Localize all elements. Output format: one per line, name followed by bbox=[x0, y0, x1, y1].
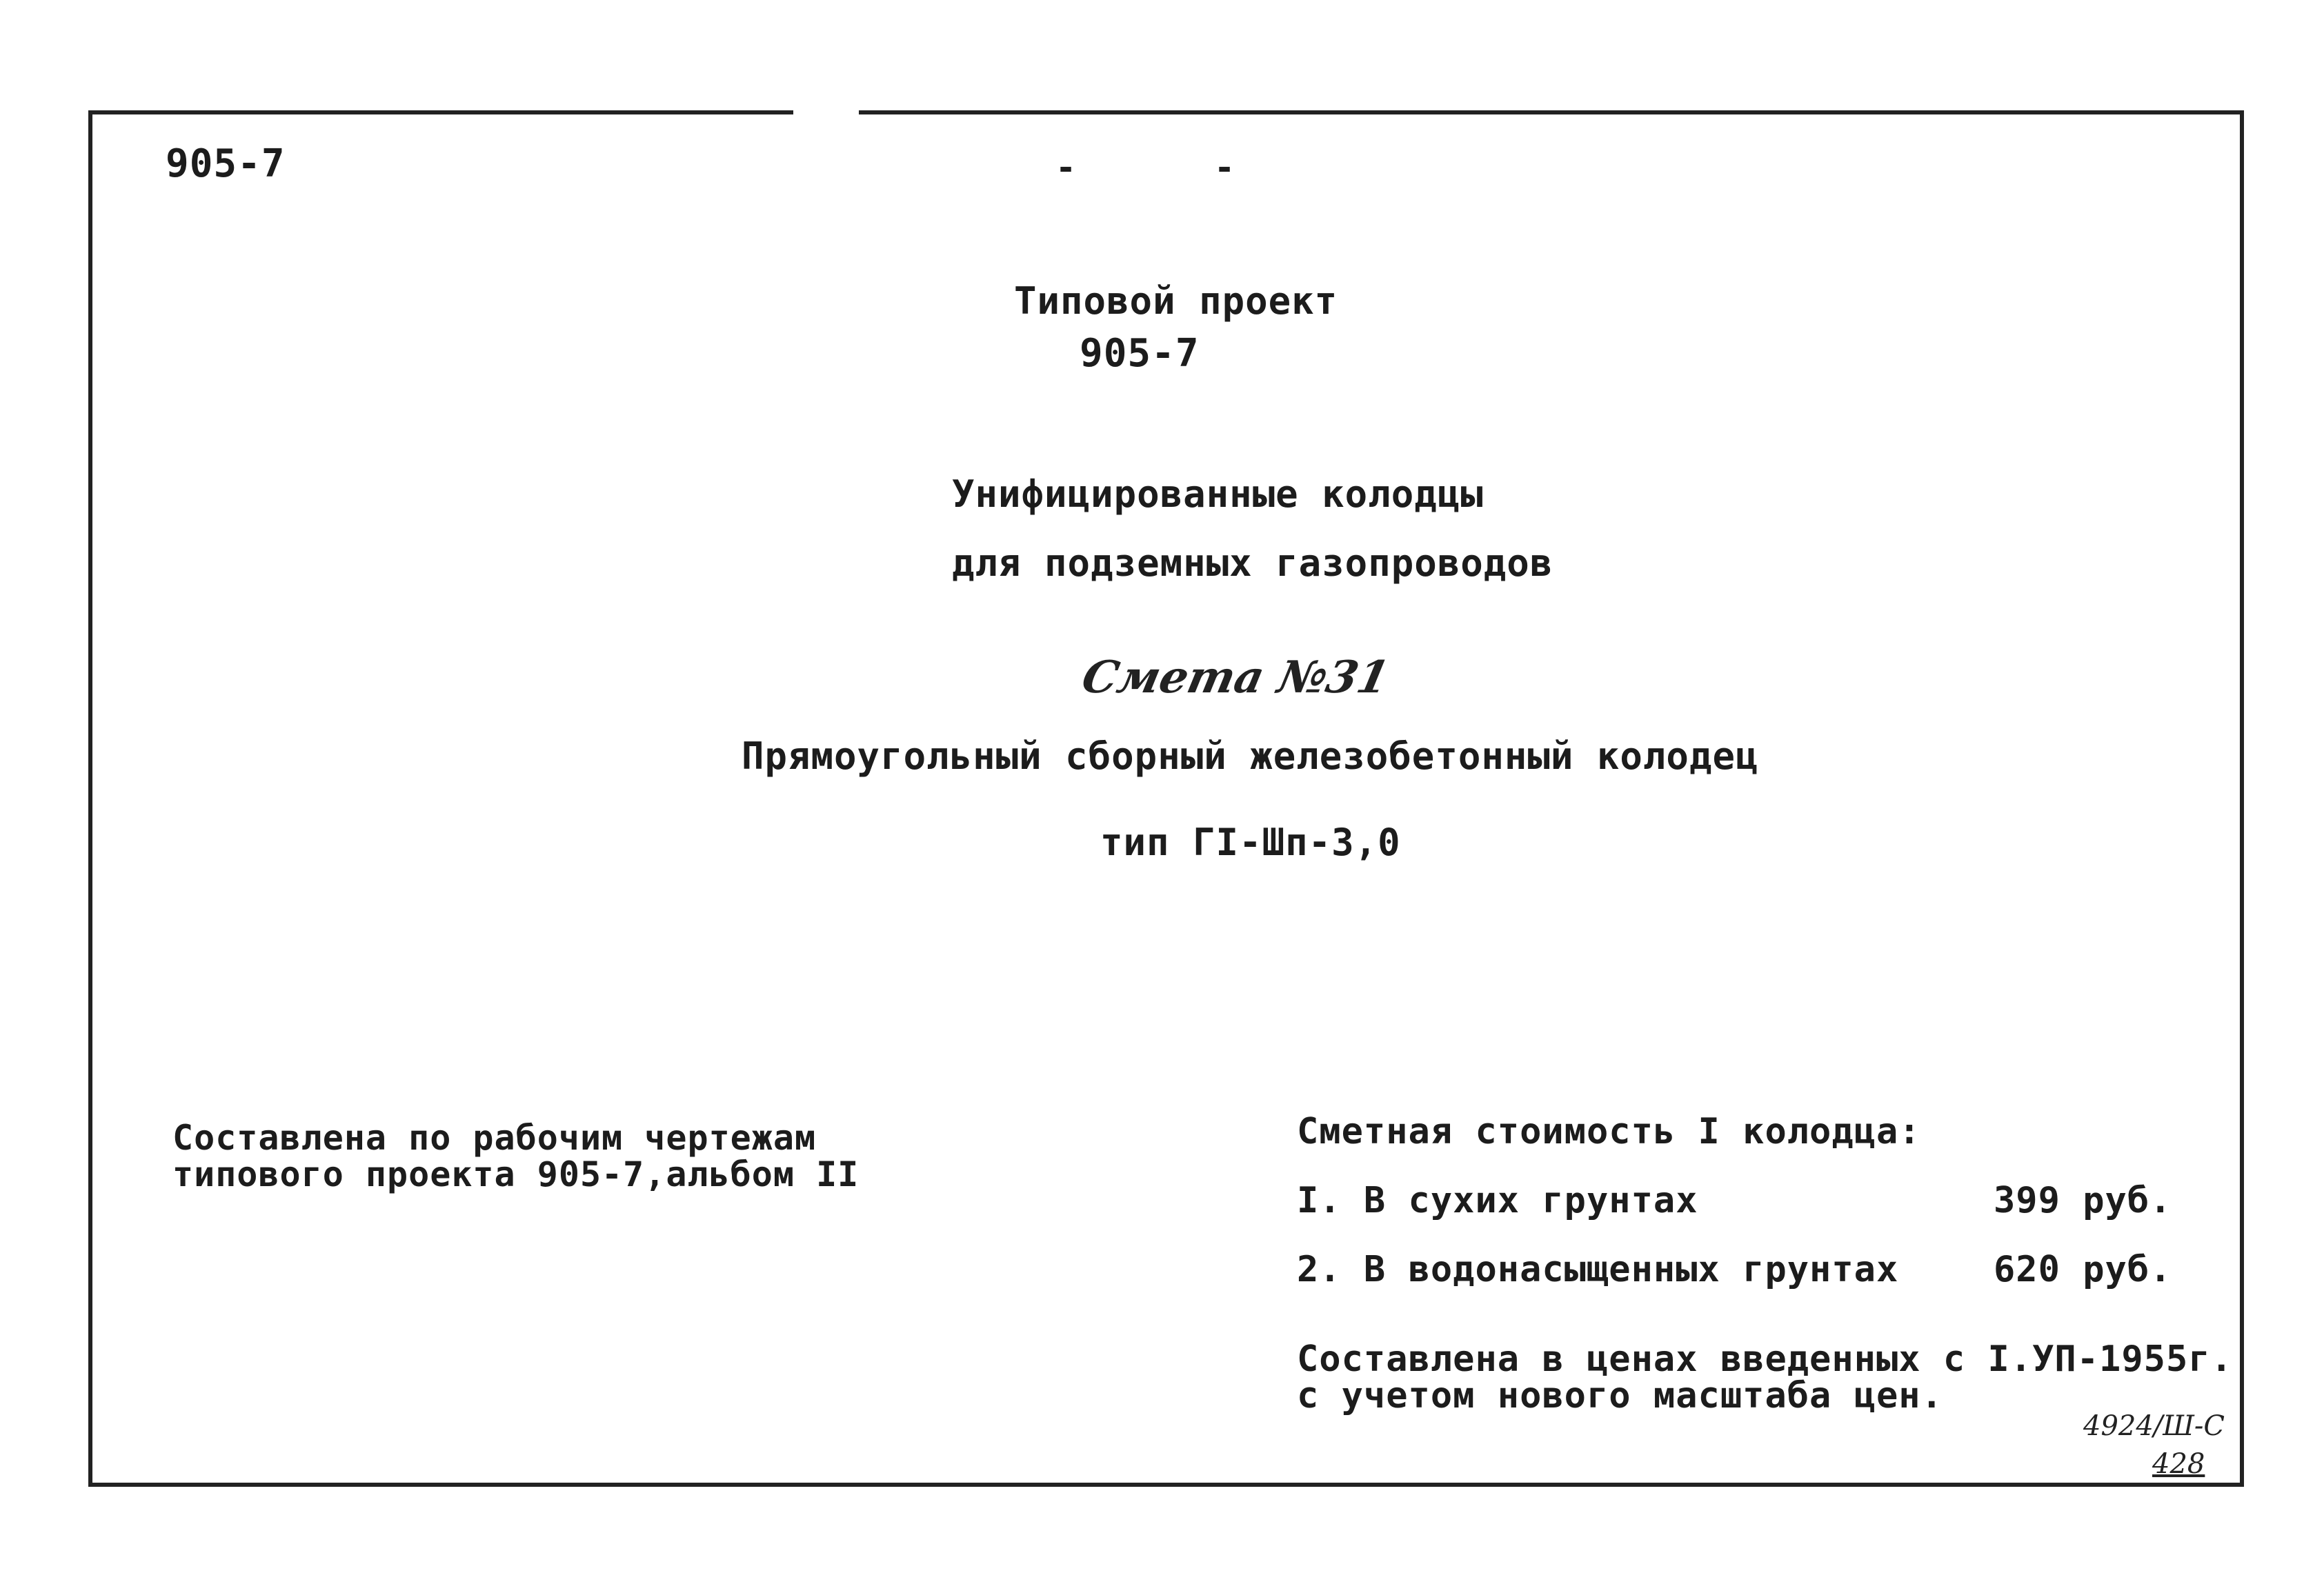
price-basis-note-2: с учетом нового масштаба цен. bbox=[1297, 1375, 1943, 1416]
cost-item-saturated-soil: 2. В водонасыщенных грунтах bbox=[1297, 1249, 1899, 1290]
document-title: Типовой проект bbox=[1014, 279, 1338, 323]
cost-item-dry-soil: I. В сухих грунтах bbox=[1297, 1180, 1698, 1221]
price-basis-note-1: Составлена в ценах введенных с I.УП-1955г. bbox=[1297, 1339, 2233, 1380]
object-description: Прямоугольный сборный железобетонный колодец bbox=[742, 734, 1759, 778]
subject-line-1: Унифицированные колодцы bbox=[952, 472, 1484, 516]
subject-line-2: для подземных газопроводов bbox=[952, 541, 1553, 585]
basis-line-2: типового проекта 905-7,альбом II bbox=[172, 1154, 860, 1194]
cost-price-dry-soil: 399 руб. bbox=[1994, 1180, 2172, 1221]
handwritten-estimate-label: Смета №31 bbox=[1077, 652, 1394, 703]
archive-stamp-page: 428 bbox=[2152, 1448, 2205, 1480]
archive-stamp-code: 4924/Ш-С bbox=[2083, 1410, 2225, 1442]
border-gap bbox=[793, 105, 859, 114]
document-number: 905-7 bbox=[1080, 331, 1200, 376]
basis-line-1: Составлена по рабочим чертежам bbox=[172, 1118, 817, 1158]
page-dash-left: - bbox=[1055, 148, 1077, 188]
object-type: тип ГI-Шп-3,0 bbox=[1100, 821, 1401, 864]
cost-heading: Сметная стоимость I колодца: bbox=[1297, 1111, 1921, 1152]
page-dash-right: - bbox=[1214, 148, 1236, 188]
corner-project-code: 905-7 bbox=[166, 141, 286, 186]
cost-price-saturated-soil: 620 руб. bbox=[1994, 1249, 2172, 1290]
